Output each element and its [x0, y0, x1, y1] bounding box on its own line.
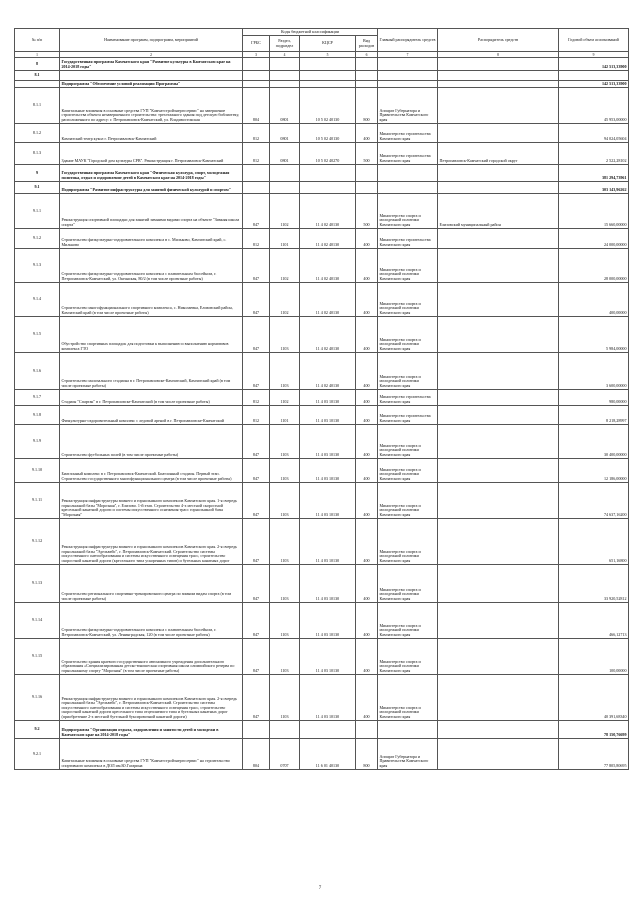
row-section	[270, 58, 300, 71]
row-recipient: Петропавловск-Камчатский городской округ	[438, 143, 559, 165]
row-recipient	[438, 165, 559, 182]
row-kcsr: 10 5 02 40130	[300, 124, 356, 143]
row-kcsr: 11 4 03 10130	[300, 565, 356, 603]
row-kcsr: 11 4 03 10130	[300, 406, 356, 425]
row-grbs: 847	[243, 603, 270, 639]
table-row	[15, 124, 629, 143]
row-admin: Министерство спорта и молодежной политики Камчатского края	[378, 565, 438, 603]
table-row	[15, 353, 629, 390]
row-section: 1103	[270, 483, 300, 519]
row-recipient	[438, 675, 559, 721]
row-name: Подпрограмма "Обеспечение условий реализации Программы"	[60, 81, 243, 88]
row-recipient	[438, 721, 559, 739]
row-amount: 980,00000	[559, 390, 629, 406]
row-grbs	[243, 721, 270, 739]
row-amount: 381 294,73961	[559, 165, 629, 182]
index-cell: 6	[356, 52, 378, 58]
row-section: 1103	[270, 565, 300, 603]
row-vr: 400	[356, 425, 378, 459]
row-section: 1102	[270, 249, 300, 283]
row-amount: 33 920,52812	[559, 565, 629, 603]
row-section: 1101	[270, 406, 300, 425]
row-kcsr: 11 4 03 10130	[300, 675, 356, 721]
index-cell: 7	[378, 52, 438, 58]
row-number: 8.1.1	[15, 88, 60, 124]
header-budget-code: Коды бюджетной классификации	[243, 29, 378, 36]
row-section: 1103	[270, 353, 300, 390]
row-kcsr: 11 4 02 40130	[300, 317, 356, 353]
row-section: 1103	[270, 603, 300, 639]
table-row	[15, 739, 629, 770]
table-row	[15, 459, 629, 483]
row-name: Строительство физкультурно-оздоровительного комплекса в с. Мильково, Камчатский край, с. Мильково	[60, 229, 243, 249]
row-amount: 45 953,00000	[559, 88, 629, 124]
table-row	[15, 249, 629, 283]
row-kcsr: 11 4 03 10130	[300, 459, 356, 483]
row-section: 0801	[270, 124, 300, 143]
index-cell: 2	[60, 52, 243, 58]
row-number: 9.1.16	[15, 675, 60, 721]
row-name: Строительство здания краевого государственного автономного учреждения дополнительного образования «Специализированная детско-юношеская спортивная школа олимпийского резерва по горнолыжному спорту "Морозная" (в том числе проектные работы)	[60, 639, 243, 675]
row-recipient	[438, 406, 559, 425]
row-name: Обустройство спортивных площадок для подготовки к выполнению и выполнению нормативов комплекса ГТО	[60, 317, 243, 353]
row-admin: Министерство спорта и молодежной политики Камчатского края	[378, 519, 438, 565]
table-row	[15, 229, 629, 249]
row-kcsr	[300, 58, 356, 71]
row-section	[270, 721, 300, 739]
row-amount: 303 143,96262	[559, 182, 629, 194]
row-grbs: 804	[243, 88, 270, 124]
row-recipient	[438, 390, 559, 406]
row-recipient	[438, 425, 559, 459]
row-kcsr: 11 4 03 10130	[300, 639, 356, 675]
header-section: Раздел, подраздел	[270, 36, 300, 52]
row-admin: Министерство спорта и молодежной политики Камчатского края	[378, 603, 438, 639]
row-number: 9.2.1	[15, 739, 60, 770]
row-vr	[356, 58, 378, 71]
row-number	[15, 81, 60, 88]
table-row	[15, 71, 629, 81]
row-kcsr	[300, 71, 356, 81]
row-name: Строительство физкультурно-оздоровительного комплекса с плавательным бассейном, г. Петропавловск-Камчатский, ул. Океанская, 80/2 (в том числе проектные работы)	[60, 249, 243, 283]
row-name: Камчатский театр кукол г. Петропавловск-Камчатский	[60, 124, 243, 143]
row-number: 9.1.6	[15, 353, 60, 390]
row-vr: 400	[356, 459, 378, 483]
row-amount: 400,00000	[559, 283, 629, 317]
row-grbs: 847	[243, 519, 270, 565]
row-number: 9.1.12	[15, 519, 60, 565]
row-recipient	[438, 81, 559, 88]
row-admin: Министерство спорта и молодежной политики Камчатского края	[378, 459, 438, 483]
header-name: Наименование программ, подпрограмм, мероприятий	[60, 29, 243, 52]
row-admin: Министерство строительства Камчатского края	[378, 229, 438, 249]
row-grbs: 847	[243, 249, 270, 283]
row-grbs: 847	[243, 283, 270, 317]
row-admin: Министерство строительства Камчатского края	[378, 143, 438, 165]
row-vr: 400	[356, 283, 378, 317]
row-admin: Министерство спорта и молодежной политики Камчатского края	[378, 283, 438, 317]
row-recipient	[438, 229, 559, 249]
row-admin	[378, 81, 438, 88]
row-grbs	[243, 71, 270, 81]
row-name: Реконструкция инфраструктуры зимнего и горнолыжного комплексов Камчатского края. 2-я очередь горнолыжной базы "Эдельвейс", г. Петропавловск-Камчатский. Строительство системы искусственного снегообразования и системы искусственного освещения трасс, строительство скоростной канатной дороги (кресельного типа ускоренных типов) и бугельных канатных дорог	[60, 519, 243, 565]
row-grbs: 812	[243, 390, 270, 406]
row-name: Строительство малозального стадиона в г. Петропавловске-Камчатский, Камчатский край (в том числе проектные работы)	[60, 353, 243, 390]
row-vr: 400	[356, 639, 378, 675]
row-vr: 400	[356, 390, 378, 406]
row-amount: 142 513,33900	[559, 58, 629, 71]
row-admin: Министерство спорта и молодежной политики Камчатского края	[378, 675, 438, 721]
row-vr: 400	[356, 353, 378, 390]
row-number: 9.1.13	[15, 565, 60, 603]
table-row	[15, 425, 629, 459]
row-admin: Министерство спорта и молодежной политики Камчатского края	[378, 317, 438, 353]
row-amount: 24 000,00000	[559, 229, 629, 249]
table-row	[15, 483, 629, 519]
row-vr: 400	[356, 124, 378, 143]
row-admin	[378, 58, 438, 71]
table-row	[15, 675, 629, 721]
row-kcsr: 11 4 02 40130	[300, 283, 356, 317]
row-vr: 400	[356, 603, 378, 639]
row-grbs: 847	[243, 483, 270, 519]
row-admin: Аппарат Губернатора и Правительства Камчатского края	[378, 739, 438, 770]
row-name: Реконструкция инфраструктуры зимнего и горнолыжного комплексов Камчатского края. 2-я очередь горнолыжной базы "Эдельвейс", г. Петропавловск-Камчатский. Строительство системы искусственного снегообразования и системы искусственного освещения трасс, строительство скоростной канатной дороги кресельного типа отцепляемого типа и бугельных канатных дорог (приобретение 2-х местной бугельной буксировочной канатной дороги)	[60, 675, 243, 721]
row-name: Подпрограмма "Организация отдыха, оздоровления и занятости детей и молодежи в Камчатском крае на 2014-2018 годы"	[60, 721, 243, 739]
row-number: 9.1.10	[15, 459, 60, 483]
row-recipient	[438, 459, 559, 483]
row-recipient	[438, 249, 559, 283]
row-number: 9.1.14	[15, 603, 60, 639]
table-row	[15, 143, 629, 165]
index-cell: 4	[270, 52, 300, 58]
row-admin: Министерство строительства Камчатского края	[378, 406, 438, 425]
row-vr: 400	[356, 406, 378, 425]
table-row	[15, 390, 629, 406]
row-section: 0801	[270, 88, 300, 124]
row-name: Строительство физкультурно-оздоровительного комплекса с плавательным бассейном, г. Петропавловск-Камчатский, ул. Ленинградская, 120 (в том числе проектные работы)	[60, 603, 243, 639]
index-cell: 5	[300, 52, 356, 58]
row-vr: 400	[356, 565, 378, 603]
row-grbs: 812	[243, 143, 270, 165]
row-amount: 28 000,00000	[559, 249, 629, 283]
row-section: 1101	[270, 229, 300, 249]
row-name: Здание МАУК "Городской дом культуры СРВ". Реконструкция г. Петропавловск-Камчатский	[60, 143, 243, 165]
row-number: 9.1.5	[15, 317, 60, 353]
row-section: 1103	[270, 675, 300, 721]
row-section: 1102	[270, 283, 300, 317]
row-name: Государственная программа Камчатского края "Физическая культура, спорт, молодежная политика, отдых и оздоровление детей в Камчатском крае на 2014-2018 годы"	[60, 165, 243, 182]
table-row	[15, 639, 629, 675]
row-number: 9.2	[15, 721, 60, 739]
row-admin: Аппарат Губернатора и Правительства Камчатского края	[378, 88, 438, 124]
row-recipient: Елизовский муниципальный район	[438, 194, 559, 229]
row-kcsr	[300, 81, 356, 88]
row-name: Строительство футбольных полей (в том числе проектные работы)	[60, 425, 243, 459]
row-section: 1103	[270, 519, 300, 565]
row-recipient	[438, 71, 559, 81]
row-section	[270, 81, 300, 88]
row-vr	[356, 71, 378, 81]
row-grbs	[243, 58, 270, 71]
header-vr: Вид расходов	[356, 36, 378, 52]
row-number: 8.1	[15, 71, 60, 81]
row-kcsr: 10 5 02 40130	[300, 88, 356, 124]
table-row	[15, 194, 629, 229]
row-recipient	[438, 182, 559, 194]
row-admin: Министерство спорта и молодежной политики Камчатского края	[378, 425, 438, 459]
row-amount	[559, 71, 629, 81]
row-vr: 400	[356, 519, 378, 565]
row-kcsr: 11 4 03 10130	[300, 425, 356, 459]
row-kcsr: 11 4 03 10130	[300, 519, 356, 565]
row-grbs: 847	[243, 425, 270, 459]
row-vr	[356, 165, 378, 182]
header-grbs: ГРБС	[243, 36, 270, 52]
row-grbs	[243, 182, 270, 194]
table-row	[15, 317, 629, 353]
row-kcsr: 11 6 01 40130	[300, 739, 356, 770]
row-kcsr: 11 4 02 40130	[300, 249, 356, 283]
row-kcsr: 11 4 03 10130	[300, 603, 356, 639]
row-section	[270, 71, 300, 81]
row-admin	[378, 182, 438, 194]
row-admin: Министерство спорта и молодежной политики Камчатского края	[378, 249, 438, 283]
row-section: 1103	[270, 317, 300, 353]
row-amount: 651,16800	[559, 519, 629, 565]
row-vr: 400	[356, 483, 378, 519]
row-number: 9.1.11	[15, 483, 60, 519]
row-vr: 800	[356, 739, 378, 770]
row-section: 0707	[270, 739, 300, 770]
row-amount: 5 984,00000	[559, 317, 629, 353]
row-amount: 3 600,00000	[559, 353, 629, 390]
row-name: Строительство многофункционального спортивного комплекса, с. Николаевка, Елизовский район, Камчатский край (в том числе проектные работы)	[60, 283, 243, 317]
row-section	[270, 182, 300, 194]
row-number: 9.1.15	[15, 639, 60, 675]
table-row	[15, 58, 629, 71]
row-recipient	[438, 58, 559, 71]
row-recipient	[438, 739, 559, 770]
row-grbs: 847	[243, 565, 270, 603]
row-amount: 8 218,28997	[559, 406, 629, 425]
row-name: Строительство регионального спортивно-тренировочного центра по зимним видам спорта (в том числе проектные работы)	[60, 565, 243, 603]
row-recipient	[438, 565, 559, 603]
row-vr	[356, 721, 378, 739]
row-number: 9.1.3	[15, 249, 60, 283]
table-row	[15, 721, 629, 739]
row-section: 1102	[270, 194, 300, 229]
row-grbs: 847	[243, 194, 270, 229]
row-admin	[378, 165, 438, 182]
row-vr: 400	[356, 249, 378, 283]
row-amount: 2 522,28102	[559, 143, 629, 165]
row-name: Капитальные вложения в основные средства ГУП "Камчатстройэнергосервис" на завершение строительства объекта незавершенного строительства: трехэтажного здания под детскую библиотеку, расположенного по адресу: г. Петропавловск-Камчатский, ул. Владивостокская	[60, 88, 243, 124]
row-section: 1102	[270, 390, 300, 406]
row-name: Подпрограмма "Развитие инфраструктуры для занятий физической культурой и спортом"	[60, 182, 243, 194]
row-name: Государственная программа Камчатского края "Развитие культуры в Камчатском крае на 2014-2018 годы"	[60, 58, 243, 71]
table-row	[15, 165, 629, 182]
row-recipient	[438, 283, 559, 317]
row-kcsr: 11 4 02 40130	[300, 353, 356, 390]
row-grbs: 847	[243, 459, 270, 483]
row-recipient	[438, 603, 559, 639]
row-section: 1103	[270, 639, 300, 675]
row-name	[60, 71, 243, 81]
row-section: 1103	[270, 459, 300, 483]
row-amount: 74 637,16200	[559, 483, 629, 519]
row-vr: 400	[356, 317, 378, 353]
row-name: Реконструкция инфраструктуры зимнего и горнолыжного комплексов Камчатского края. 1-я очередь горнолыжной базы "Морозная", г. Елизово. 1-й этап. Строительство 4-х местной скоростной кресельной канатной дороги и системы искусственного оснежения трасс горнолыжной базы "Морозная"	[60, 483, 243, 519]
header-recipient: Распорядитель средств	[438, 29, 559, 52]
header-amount: Годовой объем ассигнований	[559, 29, 629, 52]
table-row	[15, 603, 629, 639]
index-cell: 3	[243, 52, 270, 58]
row-vr	[356, 81, 378, 88]
row-grbs: 847	[243, 317, 270, 353]
row-admin: Министерство спорта и молодежной политики Камчатского края	[378, 194, 438, 229]
row-vr: 400	[356, 675, 378, 721]
row-amount: 30 400,00000	[559, 425, 629, 459]
row-name: Реконструкция спортивной площадки для занятий зимними видами спорта на объекте "Зимняя школа спорта"	[60, 194, 243, 229]
row-number: 9.1.9	[15, 425, 60, 459]
row-vr: 400	[356, 229, 378, 249]
row-kcsr	[300, 182, 356, 194]
row-grbs	[243, 81, 270, 88]
row-number: 8	[15, 58, 60, 71]
row-kcsr	[300, 165, 356, 182]
row-admin: Министерство спорта и молодежной политики Камчатского края	[378, 353, 438, 390]
index-cell: 8	[438, 52, 559, 58]
table-row	[15, 565, 629, 603]
row-amount: 40 391,68340	[559, 675, 629, 721]
row-kcsr: 11 4 02 40130	[300, 194, 356, 229]
row-admin	[378, 721, 438, 739]
row-vr: 500	[356, 194, 378, 229]
row-section: 1103	[270, 425, 300, 459]
index-cell: 1	[15, 52, 60, 58]
row-admin: Министерство спорта и молодежной политики Камчатского края	[378, 639, 438, 675]
row-grbs: 812	[243, 406, 270, 425]
row-number: 9.1.7	[15, 390, 60, 406]
row-number: 8.1.3	[15, 143, 60, 165]
row-admin	[378, 71, 438, 81]
row-kcsr: 11 4 03 10130	[300, 390, 356, 406]
row-recipient	[438, 483, 559, 519]
row-name: Стадион "Спартак" в г. Петропавловске-Камчатский (в том числе проектные работы)	[60, 390, 243, 406]
row-kcsr	[300, 721, 356, 739]
budget-table	[14, 28, 629, 770]
table-row	[15, 88, 629, 124]
row-recipient	[438, 124, 559, 143]
row-amount: 94 024,05604	[559, 124, 629, 143]
row-recipient	[438, 639, 559, 675]
row-grbs: 804	[243, 739, 270, 770]
row-amount: 100,00000	[559, 639, 629, 675]
row-grbs: 847	[243, 353, 270, 390]
table-row	[15, 283, 629, 317]
row-number: 9	[15, 165, 60, 182]
row-number: 9.1.2	[15, 229, 60, 249]
row-number: 8.1.2	[15, 124, 60, 143]
table-row	[15, 406, 629, 425]
table-row	[15, 519, 629, 565]
row-name: Физкультурно-оздоровительный комплекс с ледовой ареной в г. Петропавловске-Камчатский	[60, 406, 243, 425]
row-name: Капитальные вложения в основные средства ГУП "Камчатстройэнергосервис" на строительство спортивного комплекса в ДОЛ им.Ю.Гагарина	[60, 739, 243, 770]
row-vr: 800	[356, 88, 378, 124]
table-row	[15, 182, 629, 194]
row-number: 9.1.8	[15, 406, 60, 425]
row-amount: 466,12713	[559, 603, 629, 639]
row-grbs: 847	[243, 675, 270, 721]
row-admin: Министерство строительства Камчатского края	[378, 390, 438, 406]
row-admin: Министерство строительства Камчатского края	[378, 124, 438, 143]
row-grbs: 812	[243, 124, 270, 143]
row-amount: 77 805,80695	[559, 739, 629, 770]
row-amount: 78 150,76699	[559, 721, 629, 739]
row-grbs: 812	[243, 229, 270, 249]
row-kcsr: 11 4 02 40130	[300, 229, 356, 249]
row-number: 9.1.4	[15, 283, 60, 317]
row-amount: 142 513,33900	[559, 81, 629, 88]
row-amount: 12 186,00000	[559, 459, 629, 483]
row-grbs: 847	[243, 639, 270, 675]
row-kcsr: 10 5 02 40270	[300, 143, 356, 165]
row-recipient	[438, 317, 559, 353]
row-grbs	[243, 165, 270, 182]
row-name: Биатлонный комплекс в г. Петропавловск-Камчатский. Биатлонный стадион. Первый этап. Строительство государственного многофункционального центра (в том числе проектные работы)	[60, 459, 243, 483]
row-vr	[356, 182, 378, 194]
header-admin: Главный распорядитель средств	[378, 29, 438, 52]
row-number: 9.1.1	[15, 194, 60, 229]
page-number: 7	[318, 886, 322, 891]
row-number: 9.1	[15, 182, 60, 194]
row-amount: 15 660,00000	[559, 194, 629, 229]
row-recipient	[438, 353, 559, 390]
row-section: 0801	[270, 143, 300, 165]
table-row	[15, 81, 629, 88]
row-vr: 500	[356, 143, 378, 165]
header-num: № п/п	[15, 29, 60, 52]
row-admin: Министерство спорта и молодежной политики Камчатского края	[378, 483, 438, 519]
index-cell: 9	[559, 52, 629, 58]
header-kcsr: КЦСР	[300, 36, 356, 52]
row-recipient	[438, 88, 559, 124]
row-section	[270, 165, 300, 182]
row-kcsr: 11 4 03 10130	[300, 483, 356, 519]
row-recipient	[438, 519, 559, 565]
